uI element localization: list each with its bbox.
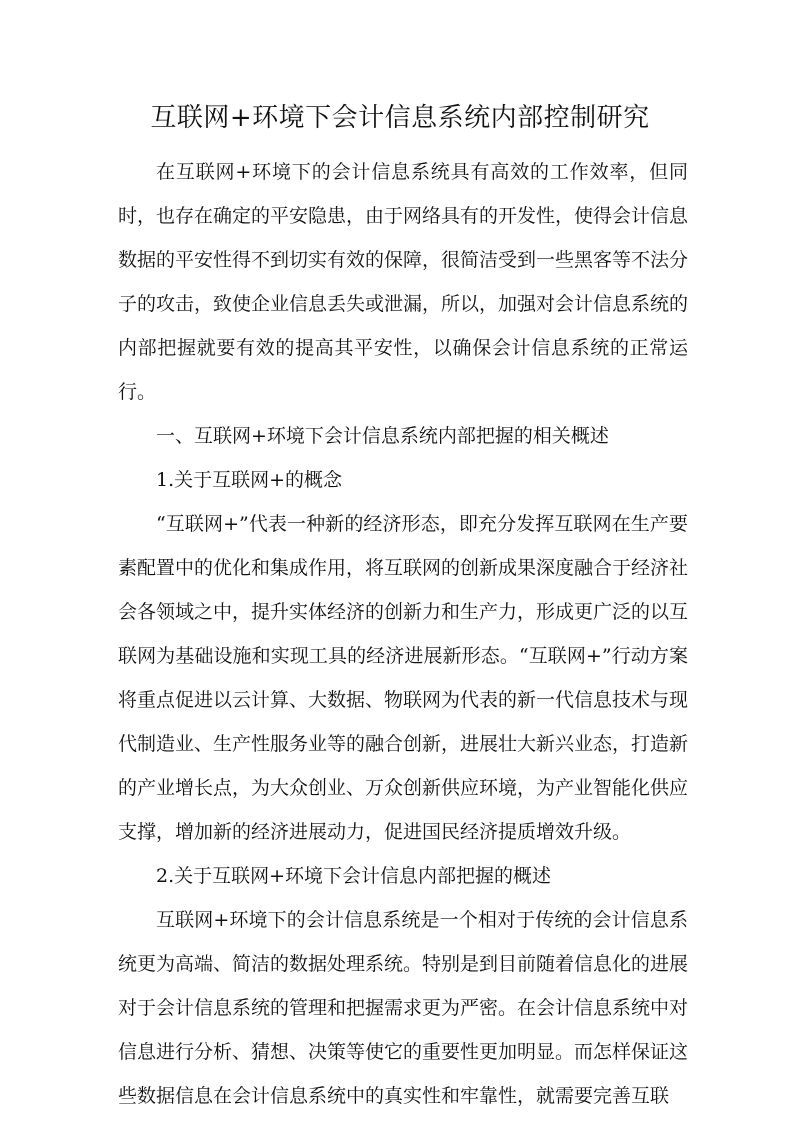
overview-paragraph: 互联网+环境下的会计信息系统是一个相对于传统的会计信息系统更为高端、简洁的数据处理系统。特别是到目前随着信息化的进展对于会计信息系统的管理和把握需求更为严密。在会计信息系统中对信息进行分析、猜想、决策等使它的重要性更加明显。而怎样保证这些数据信息在会计信息系统中的真实性和牢靠性，就需要完善互联 xyxy=(118,909,689,1107)
subsection-heading-2: 2.关于互联网+环境下会计信息内部把握的概述 xyxy=(156,865,552,887)
concept-paragraph: “互联网+”代表一种新的经济形态，即充分发挥互联网在生产要素配置中的优化和集成作用，将互联网的创新成果深度融合于经济社会各领域之中，提升实体经济的创新力和生产力，形成更广泛的以互联网为基础设施和实现工具的经济进展新形态。“互联网+”行动方案将重点促进以云计算、大数据、物联网为代表的新一代信息技术与现代制造业、生产性服务业等的融合创新，进展壮大新兴业态，打造新的产业增长点，为大众创业、万众创新供应环境，为产业智能化供应支撑，增加新的经济进展动力，促进国民经济提质增效升级。 xyxy=(118,513,689,843)
intro-paragraph: 在互联网+环境下的会计信息系统具有高效的工作效率，但同时，也存在确定的平安隐患，由于网络具有的开发性，使得会计信息数据的平安性得不到切实有效的保障，很简洁受到一些黑客等不法分子的攻击，致使企业信息丢失或泄漏，所以，加强对会计信息系统的内部把握就要有效的提高其平安性，以确保会计信息系统的正常运行。 xyxy=(118,161,689,403)
document-body xyxy=(118,150,688,1118)
document-title: 互联网+环境下会计信息系统内部控制研究 xyxy=(150,103,650,133)
subsection-heading-1: 1.关于互联网+的概念 xyxy=(156,469,343,491)
section-heading-1: 一、互联网+环境下会计信息系统内部把握的相关概述 xyxy=(156,425,609,447)
